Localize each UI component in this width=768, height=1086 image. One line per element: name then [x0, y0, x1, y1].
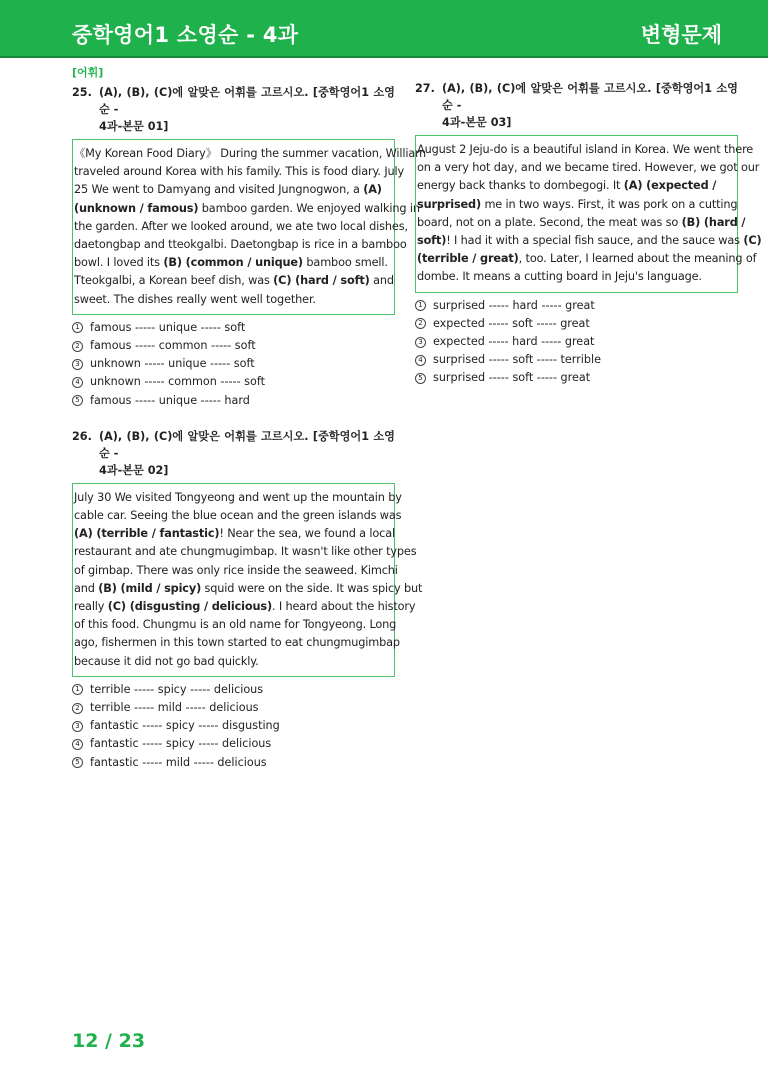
answer-choice[interactable] [72, 717, 395, 735]
passage-line: on a very hot day, and we became tired. However, we got our [417, 161, 760, 175]
answer-choice[interactable] [72, 355, 395, 373]
passage-line: daetongbap and tteokgalbi. Daetongbap is rice in a bamboo [74, 238, 407, 252]
header-kind: 변형문제 [640, 23, 722, 47]
question-text: (A), (B), (C)에 알맞은 어휘를 고르시오. [중학영어1 소영순 - [442, 82, 738, 112]
choice-number-icon: 5 [72, 757, 83, 768]
passage-line: 《My Korean Food Diary》 During the summer vacation, William [74, 147, 426, 160]
header-title: 중학영어1 소영순 - 4과 [72, 23, 299, 47]
right-column [415, 64, 762, 388]
passage-line: energy back thanks to dombegogi. It (A) (expected / [417, 179, 717, 193]
question-26 [72, 428, 423, 772]
question-number: 25. [72, 86, 92, 99]
choice-text: fantastic ----- spicy ----- disgusting [90, 719, 280, 733]
answer-choice[interactable] [72, 373, 395, 391]
passage-box [72, 139, 426, 315]
passage-line: July 30 We visited Tongyeong and went up the mountain by [74, 490, 402, 504]
choice-number-icon: 2 [72, 341, 83, 352]
question-25 [72, 84, 426, 410]
answer-choice[interactable] [415, 315, 738, 333]
choice-text: famous ----- unique ----- hard [90, 393, 250, 407]
question-source: 4과-본문 02] [99, 463, 169, 477]
question-source: 4과-본문 01] [99, 120, 169, 133]
question-text: (A), (B), (C)에 알맞은 어휘를 고르시오. [중학영어1 소영순 - [99, 86, 395, 116]
section-label: [어휘] [72, 66, 104, 79]
choice-text: expected ----- hard ----- great [433, 335, 595, 349]
passage-line: cable car. Seeing the blue ocean and the green islands was [74, 509, 402, 523]
choice-number-icon: 2 [415, 318, 426, 329]
page-number: 12 / 23 [72, 1030, 146, 1052]
choice-text: unknown ----- common ----- soft [90, 375, 265, 389]
passage-line: dombe. It means a cutting board in Jeju's language. [417, 270, 702, 284]
choice-number-icon: 3 [72, 721, 83, 732]
answer-choices [72, 681, 395, 772]
choice-text: surprised ----- soft ----- great [433, 371, 591, 385]
choice-text: unknown ----- unique ----- soft [90, 357, 255, 371]
passage-line: (unknown / famous) bamboo garden. We enjoyed walking in [74, 201, 420, 215]
passage-line: sweet. The dishes really went well together. [74, 292, 316, 306]
choice-number-icon: 1 [72, 322, 83, 333]
choice-text: expected ----- soft ----- great [433, 316, 590, 330]
passage-line: August 2 Jeju-do is a beautiful island in Korea. We went there [417, 143, 754, 156]
question-number: 27. [415, 82, 435, 95]
choice-number-icon: 5 [72, 395, 83, 406]
passage-line: (A) (terrible / fantastic)! Near the sea, we found a local [74, 527, 395, 541]
passage-line: ago, fishermen in this town started to eat chungmugimbap [74, 636, 400, 650]
answer-choice[interactable] [72, 681, 395, 699]
choice-number-icon: 4 [415, 355, 426, 366]
choice-text: fantastic ----- mild ----- delicious [90, 755, 267, 769]
answer-choice[interactable] [415, 351, 738, 369]
question-27 [415, 80, 762, 388]
passage-line: 25 We went to Damyang and visited Jungnogwon, a (A) [74, 183, 382, 197]
passage-line: bowl. I loved its (B) (common / unique) bamboo smell. [74, 256, 388, 270]
passage-line: because it did not go bad quickly. [74, 654, 259, 668]
passage-line: of gimbap. There was only rice inside the seaweed. Kimchi [74, 563, 398, 577]
answer-choice[interactable] [415, 297, 738, 315]
question-prompt [415, 80, 738, 131]
passage-line: (terrible / great), too. Later, I learned about the meaning of [417, 252, 757, 266]
question-prompt [72, 84, 395, 135]
passage-box [415, 135, 762, 293]
choice-number-icon: 2 [72, 703, 83, 714]
question-source: 4과-본문 03] [442, 116, 512, 129]
answer-choice[interactable] [72, 699, 395, 717]
answer-choices [72, 319, 395, 410]
answer-choice[interactable] [72, 337, 395, 355]
choice-text: famous ----- unique ----- soft [90, 320, 246, 334]
answer-choice[interactable] [415, 369, 738, 387]
answer-choice[interactable] [72, 392, 395, 410]
passage-line: restaurant and ate chungmugimbap. It wasn't like other types [74, 545, 417, 559]
passage-line: board, not on a plate. Second, the meat was so (B) (hard / [417, 215, 746, 229]
answer-choices [415, 297, 738, 388]
passage-line: soft)! I had it with a special fish sauce, and the sauce was (C) [417, 234, 762, 248]
passage-line: and (B) (mild / spicy) squid were on the side. It was spicy but [74, 581, 423, 595]
question-prompt [72, 428, 395, 479]
passage-line: the garden. After we looked around, we ate two local dishes, [74, 219, 408, 233]
choice-number-icon: 1 [415, 300, 426, 311]
passage-line: traveled around Korea with his family. This is food diary. July [74, 165, 405, 179]
choice-number-icon: 4 [72, 377, 83, 388]
answer-choice[interactable] [72, 735, 395, 753]
passage-line: of this food. Chungmu is an old name for Tongyeong. Long [74, 618, 397, 632]
choice-text: terrible ----- mild ----- delicious [90, 701, 259, 715]
passage-box [72, 483, 423, 677]
choice-number-icon: 4 [72, 739, 83, 750]
passage-line: surprised) me in two ways. First, it was pork on a cutting [417, 197, 738, 211]
choice-number-icon: 3 [415, 337, 426, 348]
choice-number-icon: 5 [415, 373, 426, 384]
answer-choice[interactable] [415, 333, 738, 351]
question-number: 26. [72, 429, 92, 443]
choice-text: surprised ----- hard ----- great [433, 298, 595, 312]
choice-text: terrible ----- spicy ----- delicious [90, 682, 264, 696]
choice-text: fantastic ----- spicy ----- delicious [90, 737, 272, 751]
answer-choice[interactable] [72, 754, 395, 772]
passage-line: really (C) (disgusting / delicious). I heard about the history [74, 600, 416, 614]
choice-text: famous ----- common ----- soft [90, 339, 256, 353]
page-header [0, 0, 768, 58]
choice-number-icon: 1 [72, 684, 83, 695]
choice-number-icon: 3 [72, 359, 83, 370]
question-text: (A), (B), (C)에 알맞은 어휘를 고르시오. [중학영어1 소영순 - [99, 429, 395, 460]
passage-line: Tteokgalbi, a Korean beef dish, was (C) (hard / soft) and [74, 274, 394, 288]
answer-choice[interactable] [72, 319, 395, 337]
choice-text: surprised ----- soft ----- terrible [433, 353, 602, 367]
